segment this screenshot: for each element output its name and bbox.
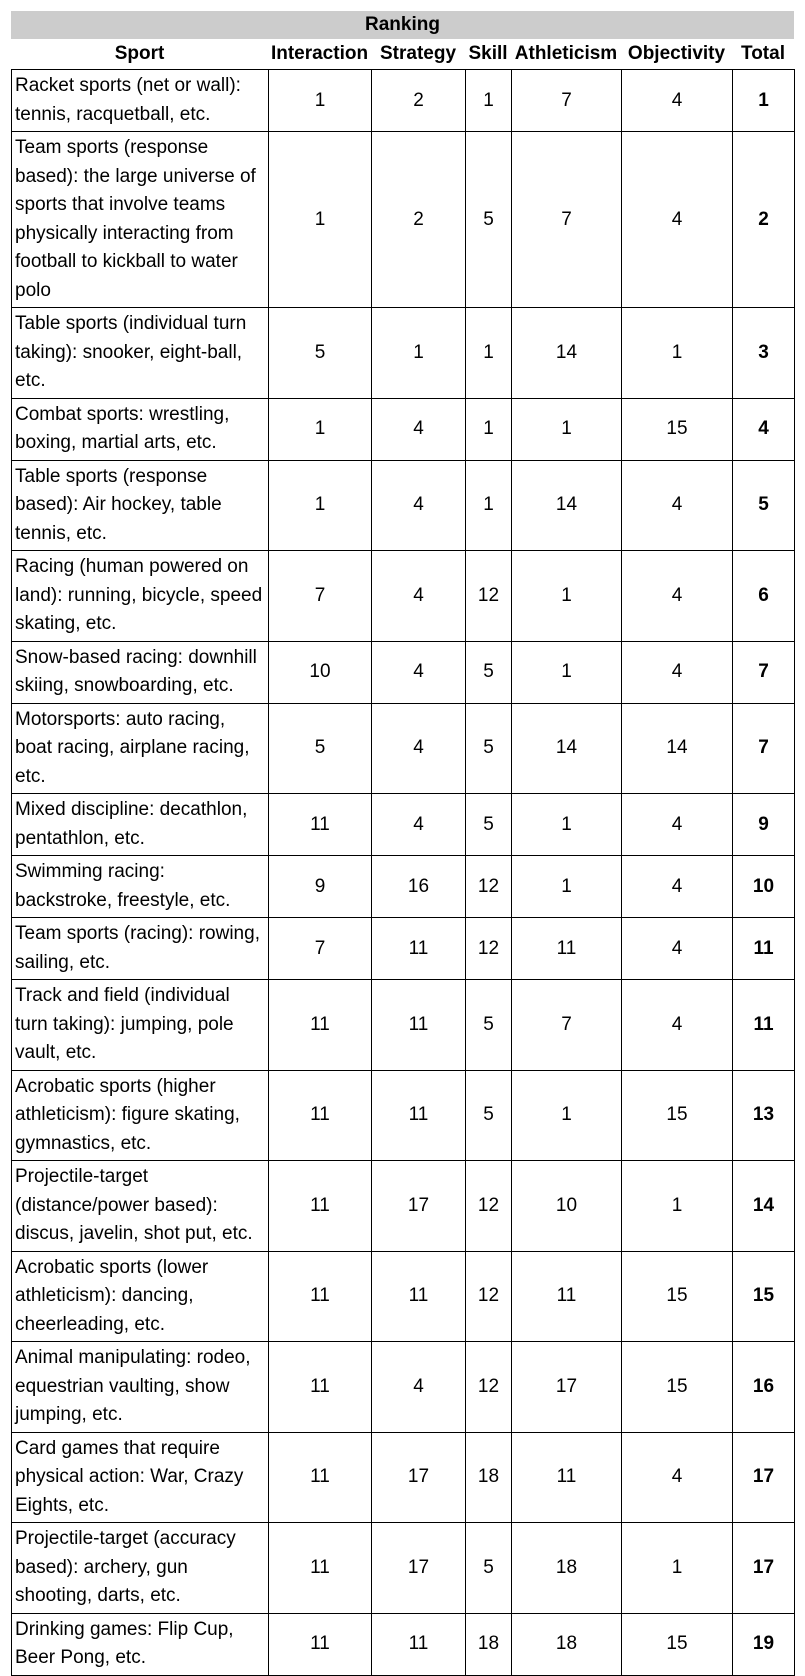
cell-sport: Animal manipulating: rodeo, equestrian vaulting, show jumping, etc.: [12, 1342, 269, 1433]
cell-interaction: 9: [269, 856, 372, 918]
cell-athleticism: 7: [512, 70, 622, 132]
cell-total: 15: [733, 1251, 795, 1342]
cell-athleticism: 11: [512, 1251, 622, 1342]
cell-athleticism: 1: [512, 794, 622, 856]
cell-total: 2: [733, 132, 795, 308]
cell-skill: 12: [466, 1342, 512, 1433]
cell-objectivity: 4: [622, 794, 733, 856]
cell-total: 5: [733, 460, 795, 551]
cell-objectivity: 4: [622, 641, 733, 703]
cell-skill: 5: [466, 703, 512, 794]
cell-sport: Projectile-target (accuracy based): archery, gun shooting, darts, etc.: [12, 1523, 269, 1614]
cell-athleticism: 17: [512, 1342, 622, 1433]
cell-total: 9: [733, 794, 795, 856]
cell-interaction: 10: [269, 641, 372, 703]
table-row: [12, 308, 795, 399]
table-row: [12, 460, 795, 551]
cell-total: 16: [733, 1342, 795, 1433]
cell-athleticism: 11: [512, 1432, 622, 1523]
cell-objectivity: 4: [622, 132, 733, 308]
cell-interaction: 11: [269, 794, 372, 856]
table-row: [12, 918, 795, 980]
cell-strategy: 4: [372, 794, 466, 856]
cell-sport: Motorsports: auto racing, boat racing, airplane racing, etc.: [12, 703, 269, 794]
cell-strategy: 2: [372, 70, 466, 132]
table-row: [12, 1070, 795, 1161]
table-row: [12, 1613, 795, 1675]
cell-sport: Table sports (response based): Air hockey, table tennis, etc.: [12, 460, 269, 551]
cell-interaction: 1: [269, 460, 372, 551]
cell-skill: 18: [466, 1432, 512, 1523]
cell-sport: Racing (human powered on land): running, bicycle, speed skating, etc.: [12, 551, 269, 642]
cell-interaction: 11: [269, 1161, 372, 1252]
cell-total: 11: [733, 980, 795, 1071]
cell-total: 7: [733, 641, 795, 703]
cell-total: 3: [733, 308, 795, 399]
cell-sport: Acrobatic sports (higher athleticism): figure skating, gymnastics, etc.: [12, 1070, 269, 1161]
cell-interaction: 1: [269, 70, 372, 132]
cell-objectivity: 4: [622, 70, 733, 132]
cell-total: 11: [733, 918, 795, 980]
column-header-row: [11, 39, 794, 69]
cell-skill: 5: [466, 1070, 512, 1161]
table-row: [12, 641, 795, 703]
cell-strategy: 1: [372, 308, 466, 399]
cell-athleticism: 1: [512, 641, 622, 703]
cell-strategy: 17: [372, 1523, 466, 1614]
cell-skill: 5: [466, 132, 512, 308]
ranking-table-container: [11, 11, 794, 1676]
cell-sport: Team sports (response based): the large universe of sports that involve teams physically interacting from football to kickball to water polo: [12, 132, 269, 308]
table-row: [12, 703, 795, 794]
cell-athleticism: 18: [512, 1523, 622, 1614]
cell-strategy: 4: [372, 703, 466, 794]
cell-objectivity: 1: [622, 308, 733, 399]
cell-skill: 5: [466, 980, 512, 1071]
cell-sport: Acrobatic sports (lower athleticism): dancing, cheerleading, etc.: [12, 1251, 269, 1342]
column-header-interaction: Interaction: [270, 43, 369, 64]
cell-strategy: 4: [372, 641, 466, 703]
cell-interaction: 1: [269, 398, 372, 460]
cell-athleticism: 1: [512, 856, 622, 918]
cell-sport: Racket sports (net or wall): tennis, racquetball, etc.: [12, 70, 269, 132]
cell-sport: Combat sports: wrestling, boxing, martial arts, etc.: [12, 398, 269, 460]
cell-objectivity: 15: [622, 398, 733, 460]
cell-skill: 1: [466, 70, 512, 132]
table-row: [12, 1251, 795, 1342]
cell-skill: 12: [466, 1161, 512, 1252]
cell-strategy: 11: [372, 1070, 466, 1161]
cell-objectivity: 4: [622, 551, 733, 642]
column-header-strategy: Strategy: [379, 43, 457, 64]
table-row: [12, 1161, 795, 1252]
cell-strategy: 4: [372, 551, 466, 642]
cell-skill: 12: [466, 1251, 512, 1342]
ranking-table: [11, 69, 795, 1676]
cell-sport: Snow-based racing: downhill skiing, snowboarding, etc.: [12, 641, 269, 703]
ranking-table-body: [12, 70, 795, 1676]
ranking-title: Ranking: [11, 11, 794, 39]
column-header-skill: Skill: [468, 43, 508, 64]
cell-athleticism: 7: [512, 980, 622, 1071]
cell-interaction: 11: [269, 1342, 372, 1433]
cell-skill: 1: [466, 398, 512, 460]
cell-interaction: 11: [269, 1613, 372, 1675]
cell-objectivity: 4: [622, 460, 733, 551]
cell-objectivity: 1: [622, 1161, 733, 1252]
cell-athleticism: 1: [512, 551, 622, 642]
cell-interaction: 7: [269, 918, 372, 980]
cell-strategy: 4: [372, 1342, 466, 1433]
column-header-total: Total: [741, 43, 785, 64]
table-row: [12, 70, 795, 132]
cell-total: 17: [733, 1432, 795, 1523]
table-row: [12, 551, 795, 642]
cell-athleticism: 7: [512, 132, 622, 308]
cell-skill: 12: [466, 551, 512, 642]
cell-sport: Swimming racing: backstroke, freestyle, etc.: [12, 856, 269, 918]
cell-total: 6: [733, 551, 795, 642]
cell-total: 7: [733, 703, 795, 794]
cell-interaction: 11: [269, 1523, 372, 1614]
cell-strategy: 11: [372, 1251, 466, 1342]
cell-skill: 1: [466, 308, 512, 399]
cell-strategy: 4: [372, 398, 466, 460]
cell-objectivity: 4: [622, 856, 733, 918]
cell-strategy: 11: [372, 918, 466, 980]
table-row: [12, 856, 795, 918]
cell-strategy: 11: [372, 1613, 466, 1675]
column-header-sport: Sport: [114, 43, 165, 64]
table-row: [12, 794, 795, 856]
cell-skill: 5: [466, 1523, 512, 1614]
cell-athleticism: 1: [512, 398, 622, 460]
table-row: [12, 398, 795, 460]
cell-total: 4: [733, 398, 795, 460]
cell-interaction: 11: [269, 1432, 372, 1523]
table-row: [12, 1342, 795, 1433]
cell-total: 14: [733, 1161, 795, 1252]
cell-objectivity: 4: [622, 918, 733, 980]
cell-athleticism: 14: [512, 703, 622, 794]
cell-strategy: 2: [372, 132, 466, 308]
cell-athleticism: 14: [512, 308, 622, 399]
cell-total: 19: [733, 1613, 795, 1675]
table-row: [12, 1523, 795, 1614]
cell-sport: Drinking games: Flip Cup, Beer Pong, etc.: [12, 1613, 269, 1675]
cell-total: 13: [733, 1070, 795, 1161]
table-row: [12, 1432, 795, 1523]
cell-athleticism: 18: [512, 1613, 622, 1675]
cell-skill: 12: [466, 918, 512, 980]
cell-sport: Projectile-target (distance/power based): discus, javelin, shot put, etc.: [12, 1161, 269, 1252]
cell-interaction: 1: [269, 132, 372, 308]
cell-strategy: 16: [372, 856, 466, 918]
cell-strategy: 17: [372, 1432, 466, 1523]
cell-interaction: 11: [269, 1251, 372, 1342]
cell-sport: Card games that require physical action: War, Crazy Eights, etc.: [12, 1432, 269, 1523]
table-row: [12, 132, 795, 308]
cell-skill: 5: [466, 641, 512, 703]
cell-interaction: 11: [269, 980, 372, 1071]
cell-sport: Track and field (individual turn taking): jumping, pole vault, etc.: [12, 980, 269, 1071]
cell-sport: Team sports (racing): rowing, sailing, etc.: [12, 918, 269, 980]
cell-skill: 5: [466, 794, 512, 856]
cell-interaction: 11: [269, 1070, 372, 1161]
cell-objectivity: 15: [622, 1070, 733, 1161]
cell-objectivity: 15: [622, 1251, 733, 1342]
cell-objectivity: 4: [622, 1432, 733, 1523]
cell-skill: 18: [466, 1613, 512, 1675]
cell-athleticism: 10: [512, 1161, 622, 1252]
cell-interaction: 7: [269, 551, 372, 642]
cell-objectivity: 14: [622, 703, 733, 794]
cell-sport: Mixed discipline: decathlon, pentathlon, etc.: [12, 794, 269, 856]
cell-objectivity: 15: [622, 1613, 733, 1675]
cell-strategy: 11: [372, 980, 466, 1071]
cell-athleticism: 1: [512, 1070, 622, 1161]
cell-interaction: 5: [269, 703, 372, 794]
cell-sport: Table sports (individual turn taking): snooker, eight-ball, etc.: [12, 308, 269, 399]
cell-strategy: 4: [372, 460, 466, 551]
column-header-athleticism: Athleticism: [514, 43, 618, 64]
cell-skill: 12: [466, 856, 512, 918]
cell-total: 1: [733, 70, 795, 132]
table-row: [12, 980, 795, 1071]
column-header-objectivity: Objectivity: [627, 43, 726, 64]
cell-objectivity: 1: [622, 1523, 733, 1614]
cell-objectivity: 4: [622, 980, 733, 1071]
cell-athleticism: 11: [512, 918, 622, 980]
cell-total: 10: [733, 856, 795, 918]
cell-strategy: 17: [372, 1161, 466, 1252]
cell-skill: 1: [466, 460, 512, 551]
cell-objectivity: 15: [622, 1342, 733, 1433]
cell-total: 17: [733, 1523, 795, 1614]
cell-athleticism: 14: [512, 460, 622, 551]
cell-interaction: 5: [269, 308, 372, 399]
